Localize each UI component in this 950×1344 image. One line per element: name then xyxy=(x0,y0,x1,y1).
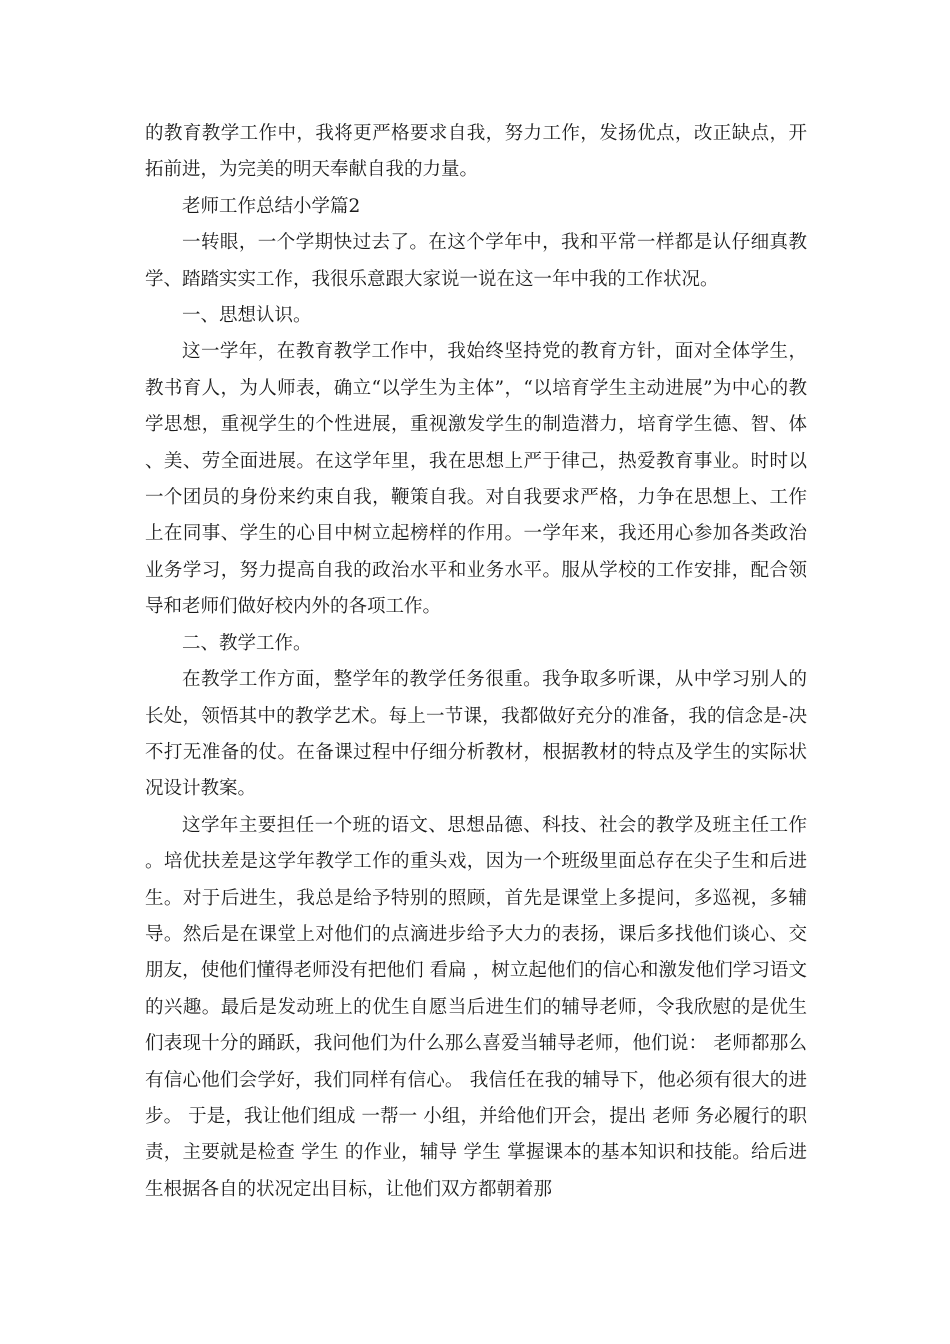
heading-ideology: 一、思想认识。 xyxy=(182,305,312,327)
section-title: 老师工作总结小学篇2 xyxy=(182,195,361,217)
heading-teaching: 二、教学工作。 xyxy=(182,632,312,654)
paragraph-continuation: 的教育教学工作中，我将更严格要求自我，努力工作，发扬优点，改正缺点，开拓前进，为完美的明天奉献自我的力量。 xyxy=(145,123,807,181)
paragraph-teaching: 在教学工作方面，整学年的教学任务很重。我争取多听课，从中学习别人的长处，领悟其中的教学艺术。每上一节课，我都做好充分的准备，我的信念是-决不打无准备的仗。在备课过程中仔细分析教材，根据教材的特点及学生的实际状况设计教案。 xyxy=(145,669,807,800)
paragraph-ideology: 这一学年，在教育教学工作中，我始终坚持党的教育方针，面对全体学生，教书育人，为人师表，确立“以学生为主体”，“以培育学生主动进展”为中心的教学思想，重视学生的个性进展，重视激发学生的制造潜力，培育学生德、智、体、美、劳全面进展。在这学年里，我在思想上严于律己，热爱教育事业。时时以一个团员的身份来约束自我，鞭策自我。对自我要求严格，力争在思想上、工作上在同事、学生的心目中树立起榜样的作用。一学年来，我还用心参加各类政治业务学习，努力提高自我的政治水平和业务水平。服从学校的工作安排，配合领导和老师们做好校内外的各项工作。 xyxy=(145,341,807,618)
paragraph-intro: 一转眼，一个学期快过去了。在这个学年中，我和平常一样都是认仔细真教学、踏踏实实工作，我很乐意跟大家说一说在这一年中我的工作状况。 xyxy=(145,232,807,290)
document-body xyxy=(145,116,807,1208)
paragraph-class-work: 这学年主要担任一个班的语文、思想品德、科技、社会的教学及班主任工作。培优扶差是这学年教学工作的重头戏，因为一个班级里面总存在尖子生和后进生。对于后进生，我总是给予特别的照顾，首先是课堂上多提问，多巡视，多辅导。然后是在课堂上对他们的点滴进步给予大力的表扬，课后多找他们谈心、交朋友，使他们懂得老师没有把他们 看扁 ，树立起他们的信心和激发他们学习语文的兴趣。最后是发动班上的优生自愿当后进生们的辅导老师，令我欣慰的是优生们表现十分的踊跃，我问他们为什么那么喜爱当辅导老师，他们说： 老师都那么有信心他们会学好，我们同样有信心。 我信任在我的辅导下，他必须有很大的进步。 于是，我让他们组成 一帮一 小组，并给他们开会，提出 老师 务必履行的职责，主要就是检查 学生 的作业，辅导 学生 掌握课本的基本知识和技能。给后进生根据各自的状况定出目标，让他们双方都朝着那 xyxy=(145,814,807,1200)
